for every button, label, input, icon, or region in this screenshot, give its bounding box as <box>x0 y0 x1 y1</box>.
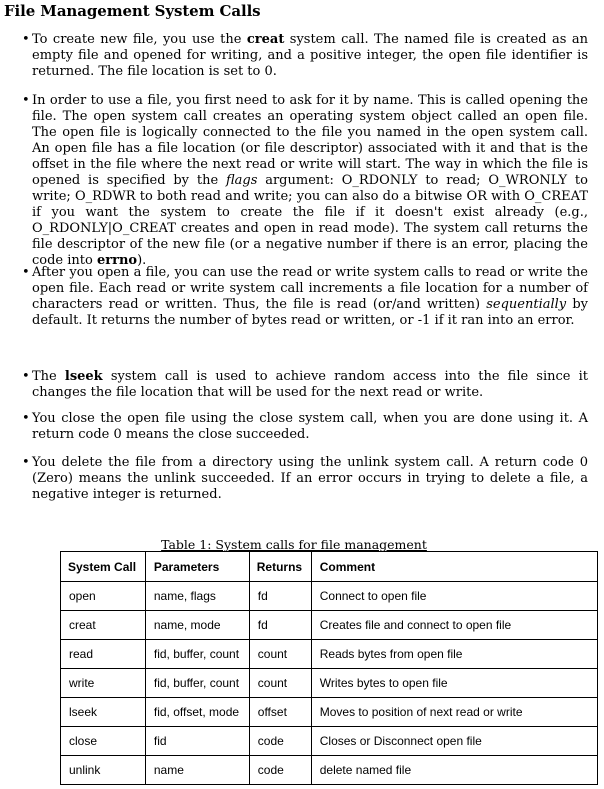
table-cell: Moves to position of next read or write <box>311 698 597 727</box>
bullet-dot: • <box>22 369 30 384</box>
bullet-dot: • <box>22 411 30 426</box>
table-cell: code <box>249 727 311 756</box>
bullet-creat: • To create new file, you use the creat system call. The named file is created as an empty file and opened for writing, and a positive integer, the open file identifier is returned. The file location is set to 0. <box>22 32 588 79</box>
table-cell: Closes or Disconnect open file <box>311 727 597 756</box>
column-header: System Call <box>61 552 146 582</box>
table-cell: creat <box>61 611 146 640</box>
bullet-lseek: • The lseek system call is used to achieve random access into the file since it changes the file location that will be used for the next read or write. <box>22 369 589 400</box>
column-header: Comment <box>311 552 597 582</box>
column-header: Parameters <box>145 552 249 582</box>
table-row <box>61 611 598 640</box>
table-cell: Creates file and connect to open file <box>311 611 597 640</box>
table-cell: fid, buffer, count <box>145 669 249 698</box>
table-row <box>61 640 598 669</box>
table-header-row <box>61 552 598 582</box>
bullet-dot: • <box>22 265 30 280</box>
table-cell: fid, offset, mode <box>145 698 249 727</box>
keyword-errno: errno <box>96 253 138 268</box>
keyword-sequentially: sequentially <box>486 297 567 312</box>
table-cell: lseek <box>61 698 146 727</box>
table-cell: fd <box>249 611 311 640</box>
table-cell: Reads bytes from open file <box>311 640 597 669</box>
table-row <box>61 727 598 756</box>
bullet-dot: • <box>22 93 30 108</box>
table-cell: offset <box>249 698 311 727</box>
bullet-dot: • <box>22 32 30 47</box>
table-row <box>61 698 598 727</box>
table-cell: Writes bytes to open file <box>311 669 597 698</box>
table-cell: name <box>145 756 249 785</box>
table-cell: count <box>249 669 311 698</box>
table-cell: code <box>249 756 311 785</box>
keyword-flags: flags <box>225 173 258 188</box>
table-cell: fid <box>145 727 249 756</box>
bullet-dot: • <box>22 455 30 470</box>
table-cell: fd <box>249 582 311 611</box>
table-cell: write <box>61 669 146 698</box>
table-cell: open <box>61 582 146 611</box>
bullet-close: • You close the open file using the close system call, when you are done using it. A return code 0 means the close succeeded. <box>22 411 588 442</box>
table-cell: name, flags <box>145 582 249 611</box>
bullet-unlink: • You delete the file from a directory using the unlink system call. A return code 0 (Zero) means the unlink succeeded. If an error occurs in trying to delete a file, a negative integer is returned. <box>22 455 588 502</box>
table-cell: count <box>249 640 311 669</box>
bullet-open: • In order to use a file, you first need to ask for it by name. This is called opening the file. The open system call creates an operating system object called an open file. The open file is logically connected to the file you named in the open system call. An open file has a file location (or file descriptor) associated with it and that is the offset in the file where the next read or write will start. The way in which the file is opened is specified by the flags argument: O_RDONLY to read; O_WRONLY to write; O_RDWR to both read and write; you can also do a bitwise OR with O_CREAT if you want the system to create the file if it doesn't exist already (e.g., O_RDONLY|O_CREAT creates and open in read mode). The system call returns the file descriptor of the new file (or a negative number if there is an error, placing the code into errno). <box>22 93 588 268</box>
table-cell: unlink <box>61 756 146 785</box>
table-cell: Connect to open file <box>311 582 597 611</box>
table-caption: Table 1: System calls for file management <box>161 537 427 552</box>
table-row <box>61 582 598 611</box>
column-header: Returns <box>249 552 311 582</box>
section-title: File Management System Calls <box>4 2 261 20</box>
bullet-read-write: • After you open a file, you can use the read or write system calls to read or write the open file. Each read or write system call increments a file location for a number of characters read or written. Thus, the file is read (or/and written) sequentially by default. It returns the number of bytes read or written, or -1 if it ran into an error. <box>22 265 588 328</box>
keyword-creat: creat <box>246 32 285 47</box>
table-cell: delete named file <box>311 756 597 785</box>
table-row <box>61 756 598 785</box>
table-cell: name, mode <box>145 611 249 640</box>
table-cell: close <box>61 727 146 756</box>
keyword-lseek: lseek <box>64 369 103 384</box>
system-calls-table <box>60 551 598 785</box>
table-cell: fid, buffer, count <box>145 640 249 669</box>
table-cell: read <box>61 640 146 669</box>
table-row <box>61 669 598 698</box>
